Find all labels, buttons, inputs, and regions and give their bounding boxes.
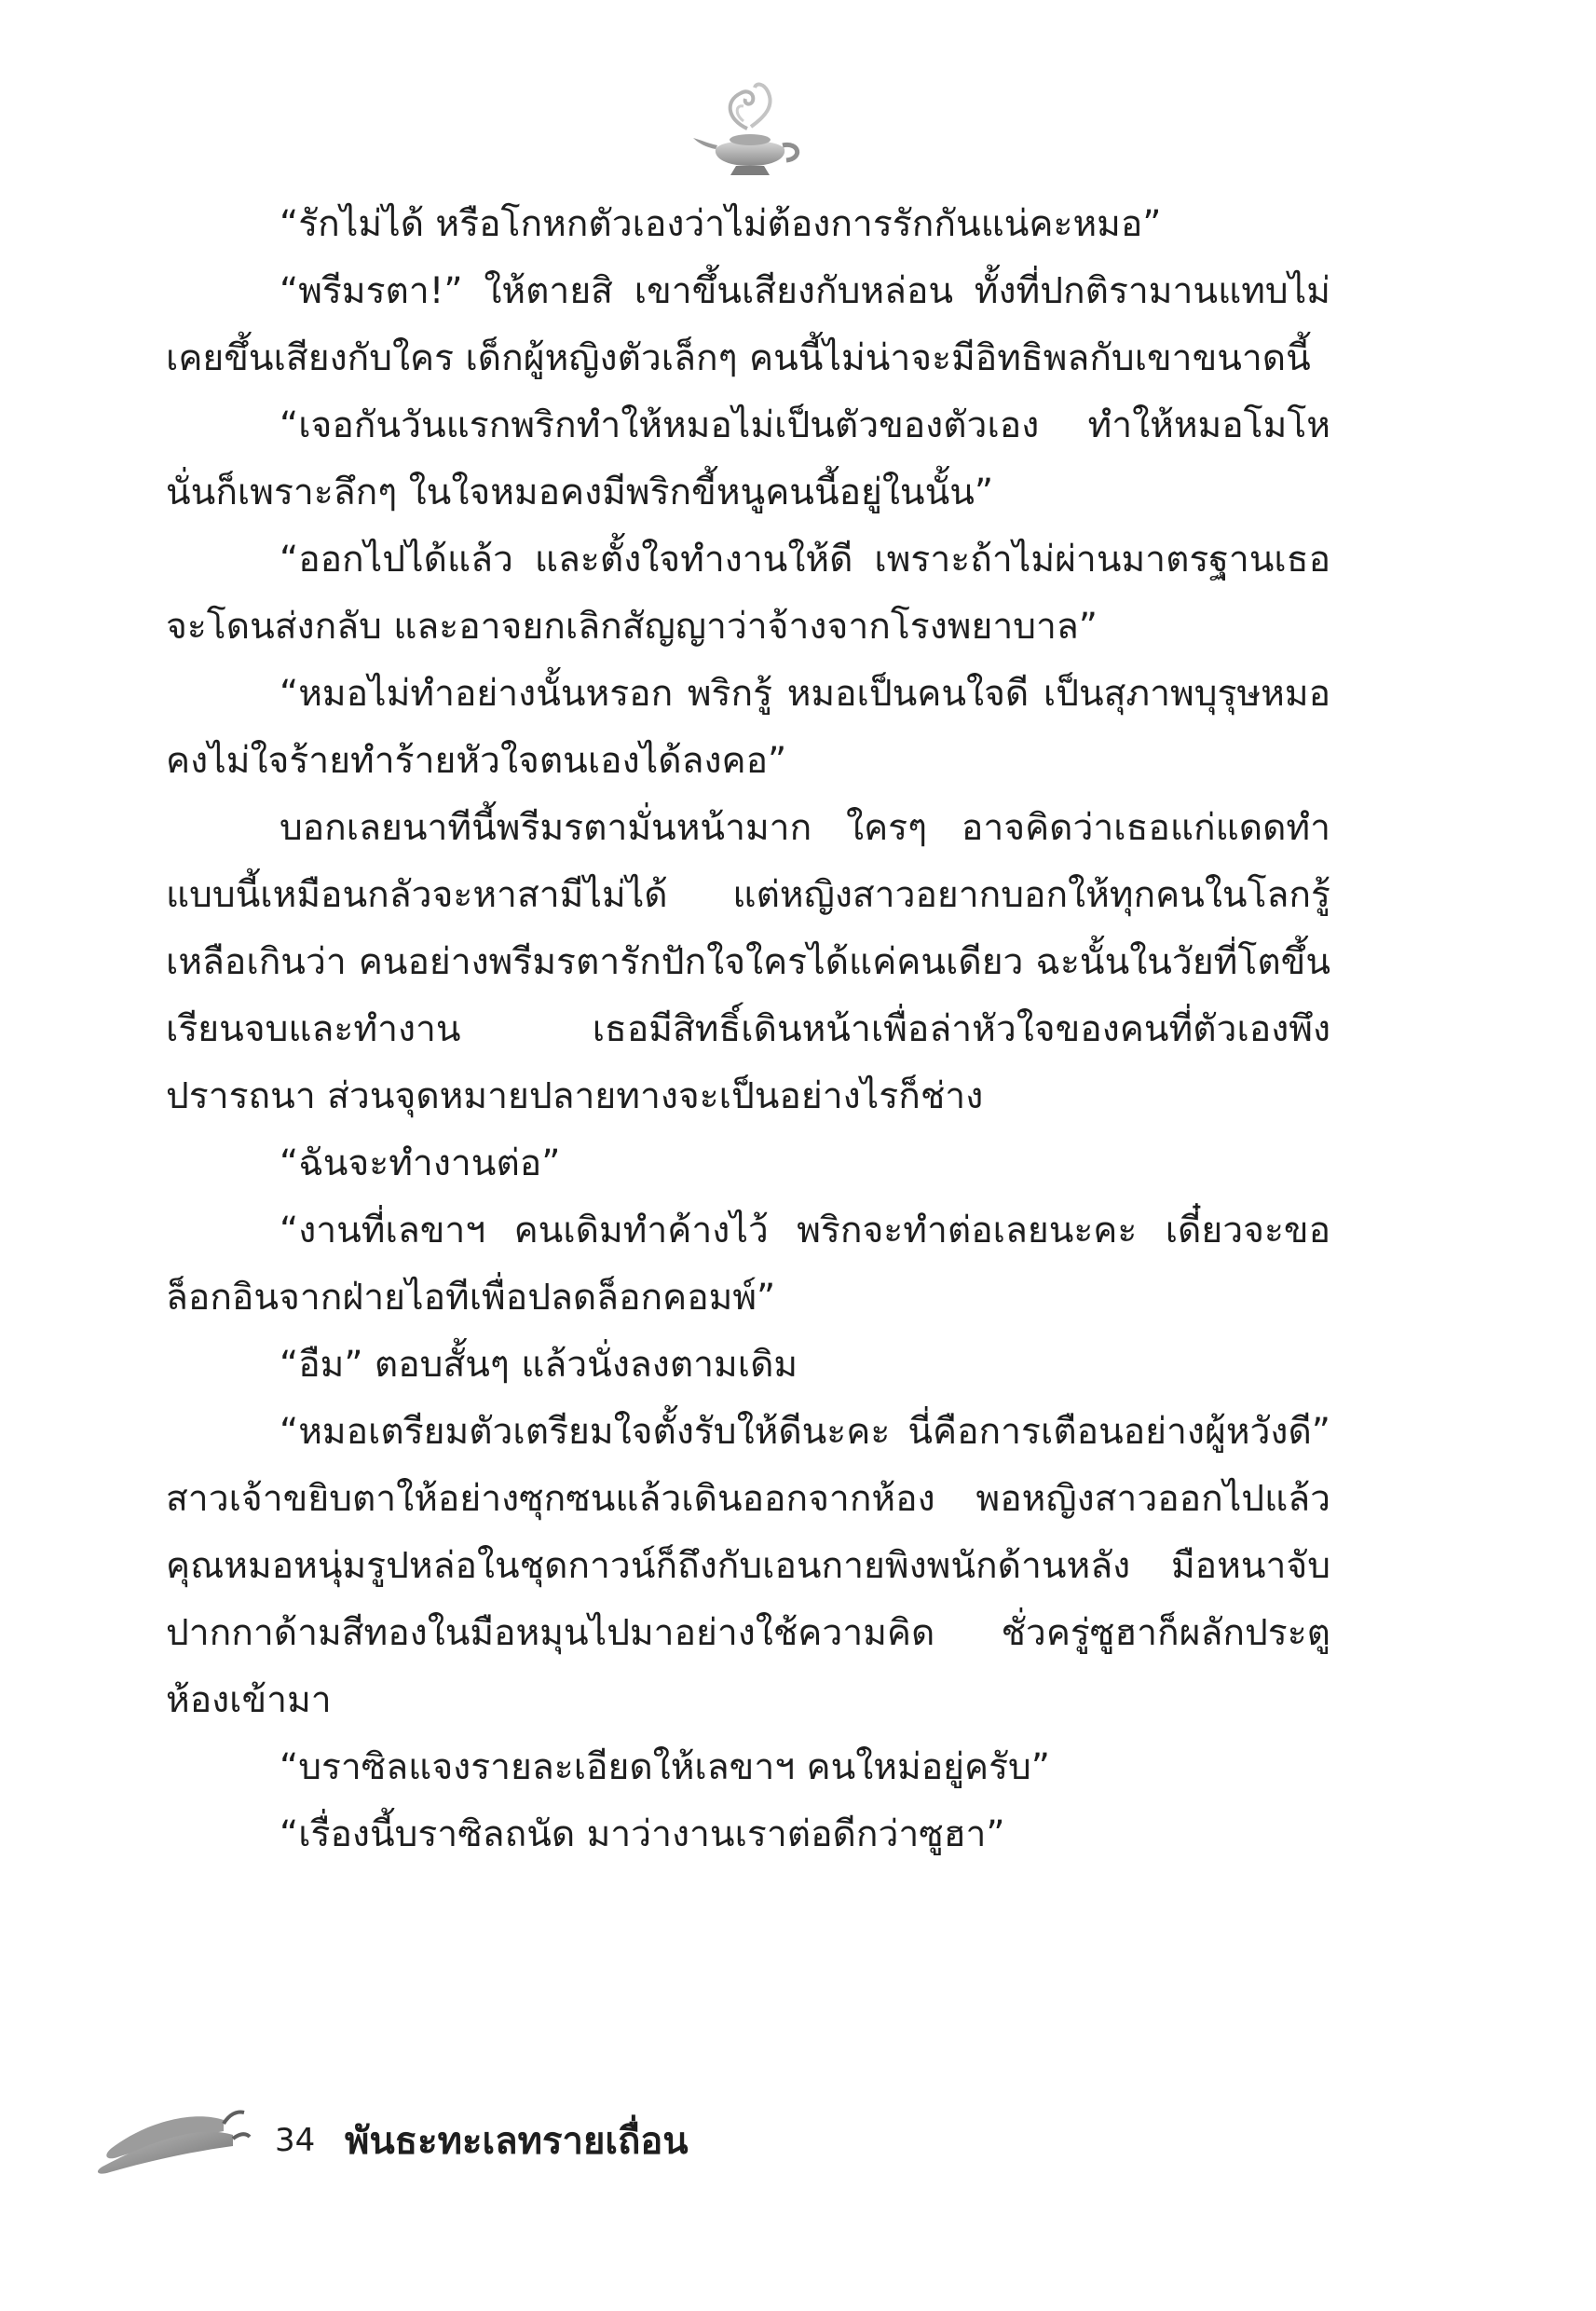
chili-pepper-icon bbox=[84, 2083, 252, 2176]
book-title: พันธะทะเลทรายเถื่อน bbox=[345, 2120, 689, 2163]
paragraph: “งานที่เลขาฯ คนเดิมทำค้างไว้ พริกจะทำต่อเลยนะคะ เดี๋ยวจะขอล็อกอินจากฝ่ายไอทีเพื่อปลดล็อกคอมพ์” bbox=[166, 1210, 1330, 1319]
paragraph: “เจอกันวันแรกพริกทำให้หมอไม่เป็นตัวของตัวเอง ทำให้หมอโมโหนั่นก็เพราะลึกๆ ในใจหมอคงมีพริกขี้หนูคนนี้อยู่ในนั้น” bbox=[166, 404, 1330, 513]
genie-lamp-icon bbox=[689, 73, 811, 185]
paragraph: “รักไม่ได้ หรือโกหกตัวเองว่าไม่ต้องการรักกันแน่คะหมอ” bbox=[280, 203, 1162, 245]
paragraph: “เรื่องนี้บราซิลถนัด มาว่างานเราต่อดีกว่าซูฮา” bbox=[280, 1813, 1005, 1855]
paragraph: บอกเลยนาทีนี้พรีมรตามั่นหน้ามาก ใครๆ อาจคิดว่าเธอแก่แดดทำแบบนี้เหมือนกลัวจะหาสามีไม่ได้ แต่หญิงสาวอยากบอกให้ทุกคนในโลกรู้เหลือเกินว่า คนอย่างพรีมรตารักปักใจใครได้แค่คนเดียว ฉะนั้นในวัยที่โตขึ้นเรียนจบและทำงาน เธอมีสิทธิ์เดินหน้าเพื่อล่าหัวใจของคนที่ตัวเองพึงปรารถนา ส่วนจุดหมายปลายทางจะเป็นอย่างไรก็ช่าง bbox=[166, 807, 1330, 1117]
page-content bbox=[166, 191, 1330, 1868]
paragraph: “ฉันจะทำงานต่อ” bbox=[280, 1142, 561, 1184]
page-number: 34 bbox=[275, 2122, 316, 2159]
page-footer bbox=[84, 2083, 736, 2185]
paragraph: “พรีมรตา!” ให้ตายสิ เขาขึ้นเสียงกับหล่อน ทั้งที่ปกติรามานแทบไม่เคยขึ้นเสียงกับใคร เด็กผู้หญิงตัวเล็กๆ คนนี้ไม่น่าจะมีอิทธิพลกับเขาขนาดนี้ bbox=[166, 270, 1330, 379]
paragraph: “ออกไปได้แล้ว และตั้งใจทำงานให้ดี เพราะถ้าไม่ผ่านมาตรฐานเธอจะโดนส่งกลับ และอาจยกเลิกสัญญาว่าจ้างจากโรงพยาบาล” bbox=[166, 539, 1330, 648]
paragraph: “หมอเตรียมตัวเตรียมใจตั้งรับให้ดีนะคะ นี่คือการเตือนอย่างผู้หวังดี” สาวเจ้าขยิบตาให้อย่างซุกซนแล้วเดินออกจากห้อง พอหญิงสาวออกไปแล้ว คุณหมอหนุ่มรูปหล่อในชุดกาวน์ก็ถึงกับเอนกายพิงพนักด้านหลัง มือหนาจับปากกาด้ามสีทองในมือหมุนไปมาอย่างใช้ความคิด ชั่วครู่ซูฮาก็ผลักประตูห้องเข้ามา bbox=[166, 1411, 1330, 1721]
paragraph: “หมอไม่ทำอย่างนั้นหรอก พริกรู้ หมอเป็นคนใจดี เป็นสุภาพบุรุษหมอคงไม่ใจร้ายทำร้ายหัวใจตนเองได้ลงคอ” bbox=[166, 673, 1330, 782]
paragraph: “อืม” ตอบสั้นๆ แล้วนั่งลงตามเดิม bbox=[280, 1344, 798, 1386]
paragraph: “บราซิลแจงรายละเอียดให้เลขาฯ คนใหม่อยู่ครับ” bbox=[280, 1746, 1050, 1788]
